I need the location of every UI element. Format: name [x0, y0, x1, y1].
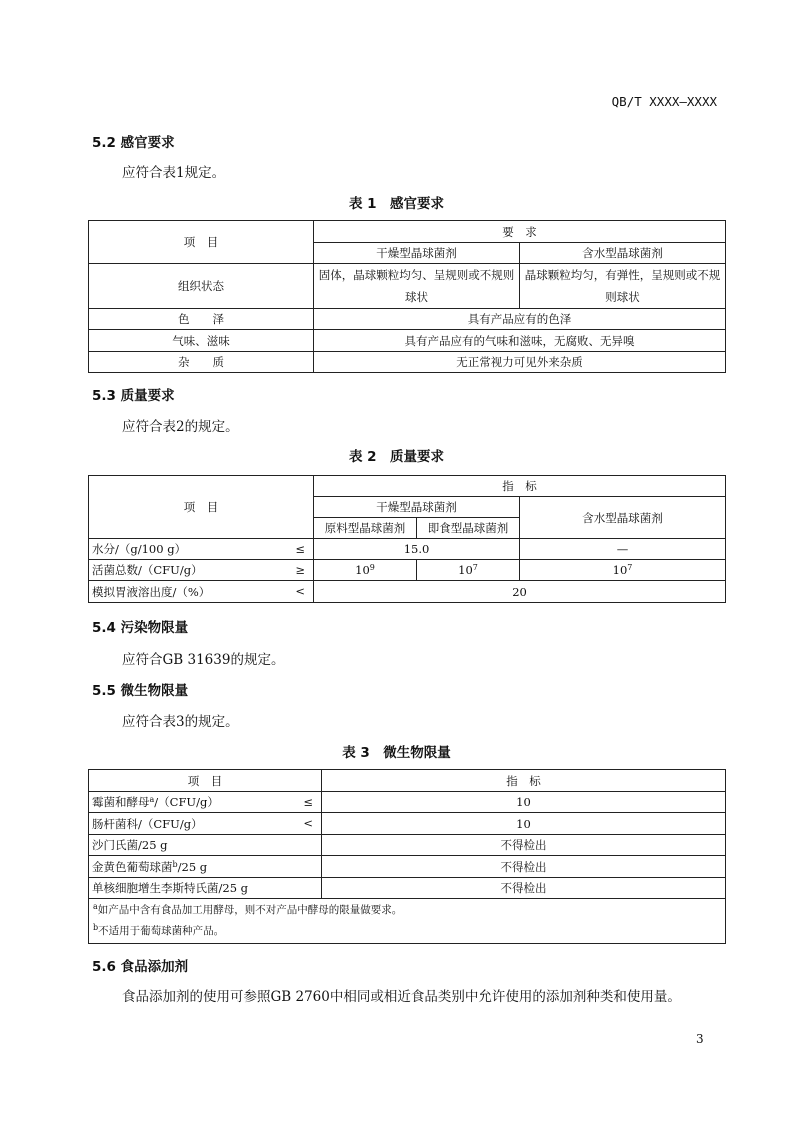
table2-cell-instant [417, 560, 520, 581]
footnote-text: 不适用于葡萄球菌种产品。 [98, 925, 225, 937]
table1-cell-wet: 晶球颗粒均匀，有弹性，呈规则或不规则球状 [520, 264, 726, 309]
label-text: 金黄色葡萄球菌 [92, 859, 173, 874]
value-base: 10 [612, 563, 628, 577]
table2-label-text: 活菌总数/（CFU/g） [92, 563, 203, 577]
table1-row-label: 杂 质 [89, 352, 314, 373]
section-heading-5-5: 5.5 微生物限量 [92, 683, 189, 699]
table2-cell-dry: 15.0 [314, 539, 520, 560]
table3-row-label [89, 792, 322, 813]
section-heading-5-3: 5.3 质量要求 [92, 388, 175, 404]
value-base: 10 [458, 563, 473, 577]
table3-microbial [88, 769, 726, 944]
table3-header-item: 项 目 [89, 770, 322, 792]
page-number: 3 [696, 1032, 704, 1046]
table1-row-label: 组织状态 [89, 264, 314, 309]
table2-label-text: 水分/（g/100 g） [92, 542, 187, 556]
section-heading-5-2: 5.2 感官要求 [92, 135, 175, 151]
table1-sensory [88, 220, 726, 373]
table2-caption: 表 2 质量要求 [348, 449, 445, 465]
section-text-5-6: 食品添加剂的使用可参照GB 2760中相同或相近食品类别中允许使用的添加剂种类和使用量。 [122, 989, 681, 1005]
label-unit: /25 g [177, 859, 208, 874]
table2-header-item: 项 目 [89, 476, 314, 539]
table3-cell-value: 10 [322, 792, 726, 813]
section-text-5-3: 应符合表2的规定。 [122, 419, 239, 435]
section-heading-5-4: 5.4 污染物限量 [92, 620, 189, 636]
table3-cell-value: 10 [322, 813, 726, 835]
footnote-mark: a [93, 902, 98, 911]
table2-header-dry: 干燥型晶球菌剂 [314, 497, 520, 518]
table2-cell-all: 20 [314, 581, 726, 603]
comparison-symbol: < [295, 584, 305, 598]
section-text-5-2: 应符合表1规定。 [122, 165, 226, 181]
footnote-a [93, 900, 721, 921]
value-exponent: 7 [472, 563, 478, 572]
table2-cell-wet [520, 560, 726, 581]
table3-row-label [89, 813, 322, 835]
section-text-5-4: 应符合GB 31639的规定。 [122, 652, 285, 668]
table1-row-label: 色 泽 [89, 309, 314, 330]
table3-row-label [89, 835, 322, 856]
table3-header-index: 指 标 [322, 770, 726, 792]
table3-row-label [89, 856, 322, 878]
comparison-symbol: ≤ [303, 795, 313, 809]
label-text: 单核细胞增生李斯特氏菌/25 g [92, 881, 249, 895]
value-exponent: 9 [369, 563, 375, 572]
label-unit: /（CFU/g） [154, 795, 219, 809]
table1-header-item: 项 目 [89, 221, 314, 264]
table3-cell-value: 不得检出 [322, 878, 726, 899]
footnote-mark: a [149, 795, 155, 804]
value-exponent: 7 [627, 563, 633, 572]
comparison-symbol: ≥ [295, 563, 305, 577]
table2-header-index: 指 标 [314, 476, 726, 497]
section-heading-5-6: 5.6 食品添加剂 [92, 959, 189, 975]
table3-footnotes [89, 899, 726, 944]
table2-cell-raw [314, 560, 417, 581]
footnote-mark: b [93, 923, 99, 932]
section-text-5-5: 应符合表3的规定。 [122, 714, 239, 730]
footnote-text: 如产品中含有食品加工用酵母，则不对产品中酵母的限量做要求。 [97, 904, 403, 916]
table3-row-label [89, 878, 322, 899]
footnote-b [93, 921, 721, 942]
footnote-mark: b [172, 859, 178, 869]
table1-row-label: 气味、滋味 [89, 330, 314, 352]
value-base: 10 [355, 563, 370, 577]
table2-row-label [89, 581, 314, 603]
document-code: QB/T XXXX—XXXX [611, 94, 717, 109]
table2-cell-wet: — [520, 539, 726, 560]
table1-cell-merged: 具有产品应有的色泽 [314, 309, 726, 330]
comparison-symbol: < [303, 816, 313, 830]
table2-header-instant: 即食型晶球菌剂 [417, 518, 520, 539]
table1-header-wet: 含水型晶球菌剂 [520, 243, 726, 264]
table1-header-requirement: 要 求 [314, 221, 726, 243]
table1-header-dry: 干燥型晶球菌剂 [314, 243, 520, 264]
table1-caption: 表 1 感官要求 [348, 196, 445, 212]
label-text: 肠杆菌科/（CFU/g） [92, 816, 203, 831]
table1-cell-merged: 无正常视力可见外来杂质 [314, 352, 726, 373]
table3-caption: 表 3 微生物限量 [342, 745, 451, 761]
table1-cell-merged: 具有产品应有的气味和滋味，无腐败、无异嗅 [314, 330, 726, 352]
table2-row-label [89, 560, 314, 581]
table3-cell-value: 不得检出 [322, 856, 726, 878]
table2-quality [88, 475, 726, 603]
label-text: 霉菌和酵母 [92, 795, 150, 809]
table3-cell-value: 不得检出 [322, 835, 726, 856]
table2-label-text: 模拟胃液溶出度/（%） [92, 584, 211, 599]
comparison-symbol: ≤ [295, 542, 305, 556]
table1-cell-dry: 固体，晶球颗粒均匀、呈规则或不规则球状 [314, 264, 520, 309]
label-text: 沙门氏菌/25 g [92, 838, 168, 852]
table2-header-wet: 含水型晶球菌剂 [520, 497, 726, 539]
table2-row-label [89, 539, 314, 560]
table2-header-raw: 原料型晶球菌剂 [314, 518, 417, 539]
